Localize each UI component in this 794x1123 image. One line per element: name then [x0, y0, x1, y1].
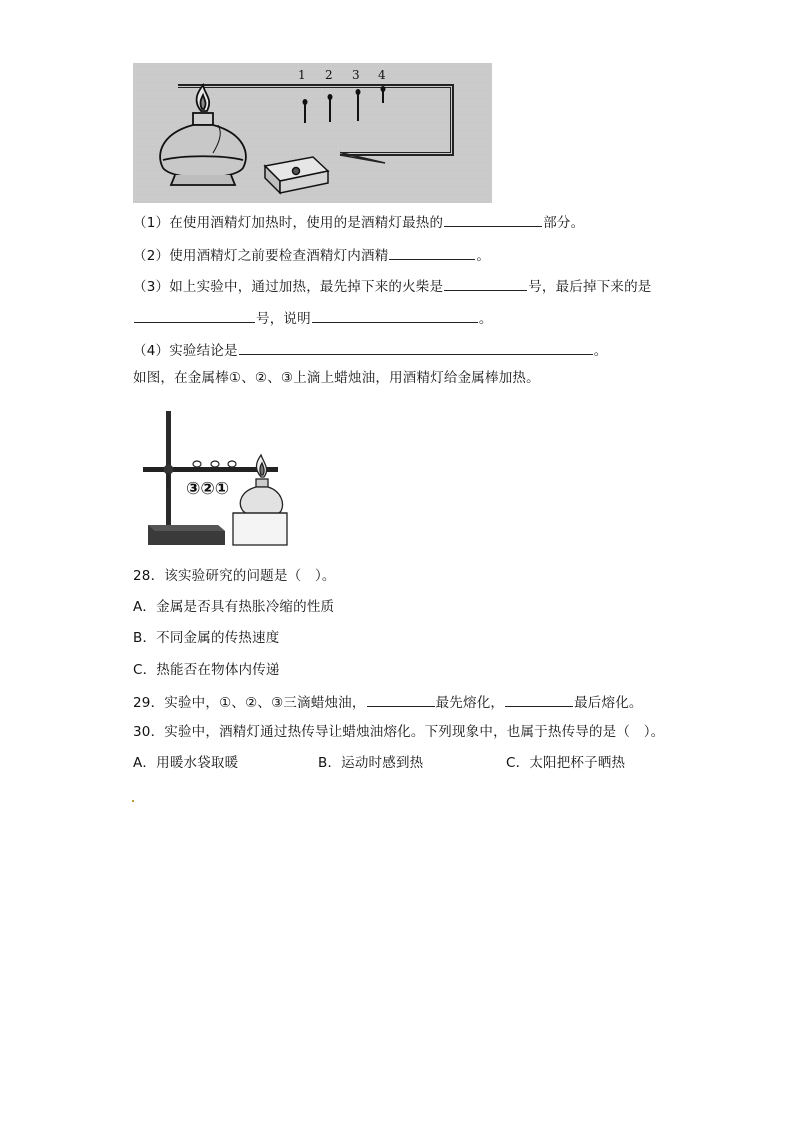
question-28: 28．该实验研究的问题是（ ）。: [133, 568, 336, 584]
stick-number-1: 1: [298, 68, 306, 82]
q3-text: （3）如上实验中，通过加热，最先掉下来的火柴是: [133, 279, 444, 295]
q2-suffix: 。: [476, 248, 491, 264]
stray-mark: [132, 800, 134, 802]
question-3-line-1: [133, 276, 652, 296]
question-3-line-2: [133, 308, 493, 328]
q4-text: （4）实验结论是: [133, 343, 238, 359]
q3-mid: 号，最后掉下来的是: [528, 279, 652, 295]
q29-mid: 最先熔化，: [435, 695, 505, 711]
q28-option-b[interactable]: B．不同金属的传热速度: [133, 630, 280, 646]
question-29: [133, 692, 643, 712]
stick-number-2: 2: [325, 68, 333, 82]
q3-last-blank[interactable]: [134, 308, 255, 323]
q29-last-blank[interactable]: [505, 692, 573, 707]
q29-first-blank[interactable]: [367, 692, 435, 707]
q3-mid2: 号，说明: [256, 311, 311, 327]
q3-first-blank[interactable]: [444, 276, 527, 291]
intro-text: 如图，在金属棒①、②、③上滴上蜡烛油，用酒精灯给金属棒加热。: [133, 370, 540, 386]
match-heating-figure: [133, 63, 492, 203]
question-2: [133, 245, 490, 265]
q2-text: （2）使用酒精灯之前要检查酒精灯内酒精: [133, 248, 389, 264]
question-30: 30．实验中，酒精灯通过热传导让蜡烛油熔化。下列现象中，也属于热传导的是（ ）。: [133, 724, 665, 740]
q4-suffix: 。: [593, 343, 608, 359]
metal-rod-figure: [133, 407, 288, 550]
q30-option-a[interactable]: A．用暖水袋取暖: [133, 755, 239, 771]
q30-option-c[interactable]: C．太阳把杯子晒热: [506, 755, 626, 771]
q3-suffix: 。: [478, 311, 493, 327]
q3-explain-blank[interactable]: [312, 308, 478, 323]
q28-option-a[interactable]: A．金属是否具有热胀冷缩的性质: [133, 599, 335, 615]
stick-number-3: 3: [352, 68, 360, 82]
q29-suffix: 最后熔化。: [574, 695, 643, 711]
q28-option-c[interactable]: C．热能否在物体内传递: [133, 662, 280, 678]
q29-text: 29．实验中，①、②、③三滴蜡烛油，: [133, 695, 366, 711]
rod-labels: ③②①: [186, 479, 230, 499]
q2-blank[interactable]: [389, 245, 475, 260]
q4-blank[interactable]: [239, 340, 593, 355]
q1-suffix: 部分。: [543, 215, 585, 231]
q30-options: [133, 754, 625, 772]
q1-blank[interactable]: [444, 212, 542, 227]
question-4: [133, 340, 607, 360]
q1-text: （1）在使用酒精灯加热时，使用的是酒精灯最热的: [133, 215, 444, 231]
question-1: [133, 212, 584, 232]
stick-number-4: 4: [378, 68, 386, 82]
q30-option-b[interactable]: B．运动时感到热: [318, 755, 424, 771]
